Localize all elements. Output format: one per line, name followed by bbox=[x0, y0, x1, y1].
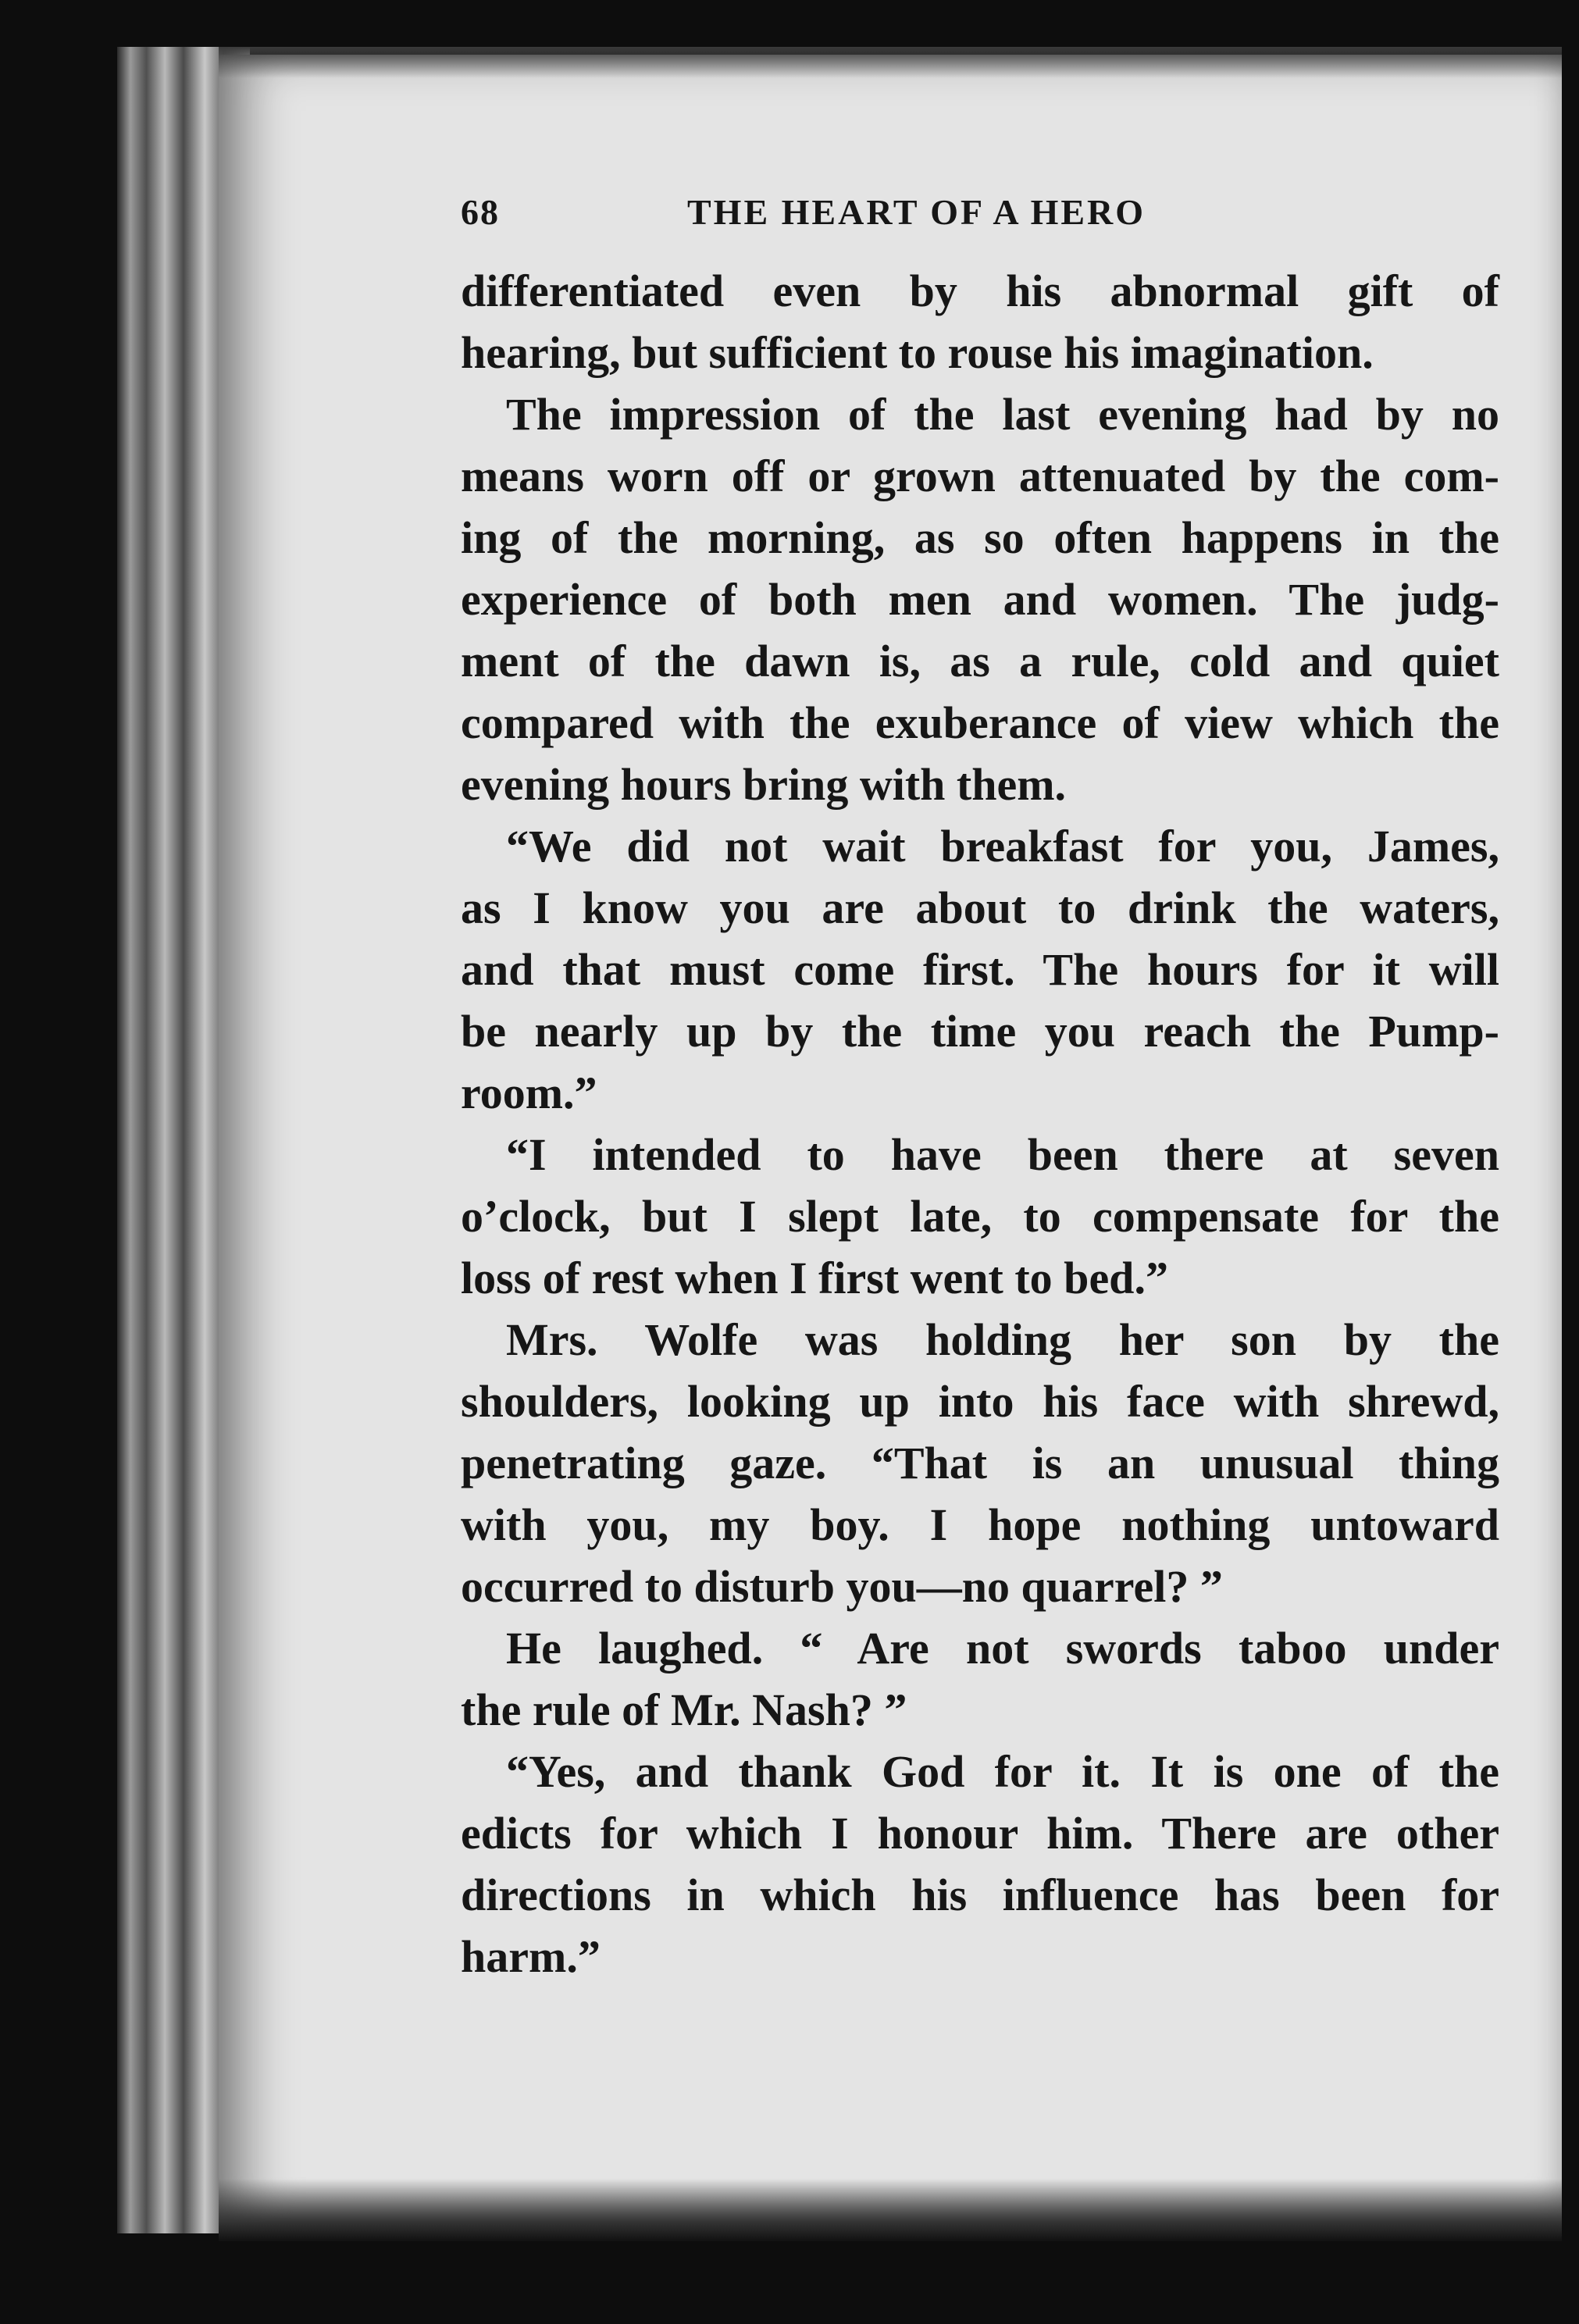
text-line: ing of the morning, as so often happens in the bbox=[461, 512, 1499, 563]
text-line: experience of both men and women. The judg- bbox=[461, 574, 1499, 625]
bottom-edge-shadow bbox=[219, 2179, 1562, 2241]
paragraph bbox=[461, 260, 1499, 383]
text-line: The impression of the last evening had by no bbox=[506, 389, 1499, 440]
running-head bbox=[461, 191, 1499, 254]
text-line: “I intended to have been there at seven bbox=[506, 1129, 1499, 1180]
text-line: evening hours bring with them. bbox=[461, 759, 1067, 810]
paragraph bbox=[461, 383, 1499, 815]
page-text bbox=[461, 191, 1499, 1987]
text-line: edicts for which I honour him. There are other bbox=[461, 1808, 1499, 1859]
paragraph bbox=[461, 1617, 1499, 1741]
text-line: hearing, but sufficient to rouse his imagination. bbox=[461, 327, 1374, 378]
text-line: room.” bbox=[461, 1068, 597, 1118]
text-line: as I know you are about to drink the waters, bbox=[461, 882, 1499, 933]
text-line: differentiated even by his abnormal gift of bbox=[461, 266, 1499, 316]
text-line: He laughed. “ Are not swords taboo under bbox=[506, 1623, 1499, 1673]
text-line: directions in which his influence has been for bbox=[461, 1870, 1499, 1920]
text-line: the rule of Mr. Nash? ” bbox=[461, 1684, 907, 1735]
text-line: “We did not wait breakfast for you, James, bbox=[506, 821, 1499, 872]
text-line: Mrs. Wolfe was holding her son by the bbox=[506, 1314, 1499, 1365]
text-line: compared with the exuberance of view which the bbox=[461, 697, 1499, 748]
running-title: THE HEART OF A HERO bbox=[687, 192, 1146, 232]
paragraph bbox=[461, 1741, 1499, 1987]
paragraph bbox=[461, 815, 1499, 1124]
page-number: 68 bbox=[461, 192, 500, 232]
text-line: o’clock, but I slept late, to compensate for the bbox=[461, 1191, 1499, 1242]
text-line: means worn off or grown attenuated by the com- bbox=[461, 451, 1499, 501]
text-line: shoulders, looking up into his face with shrewd, bbox=[461, 1376, 1499, 1427]
text-line: and that must come first. The hours for it will bbox=[461, 944, 1499, 995]
text-line: be nearly up by the time you reach the Pump- bbox=[461, 1006, 1499, 1057]
paragraph bbox=[461, 1309, 1499, 1617]
text-line: harm.” bbox=[461, 1931, 601, 1982]
text-line: “Yes, and thank God for it. It is one of the bbox=[506, 1746, 1499, 1797]
text-line: occurred to disturb you—no quarrel? ” bbox=[461, 1561, 1223, 1612]
top-edge-shadow bbox=[219, 47, 1562, 78]
text-line: loss of rest when I first went to bed.” bbox=[461, 1253, 1168, 1303]
text-line: with you, my boy. I hope nothing untoward bbox=[461, 1499, 1499, 1550]
text-line: penetrating gaze. “That is an unusual thing bbox=[461, 1438, 1499, 1488]
text-line: ment of the dawn is, as a rule, cold and quiet bbox=[461, 636, 1499, 686]
paragraph bbox=[461, 1124, 1499, 1309]
